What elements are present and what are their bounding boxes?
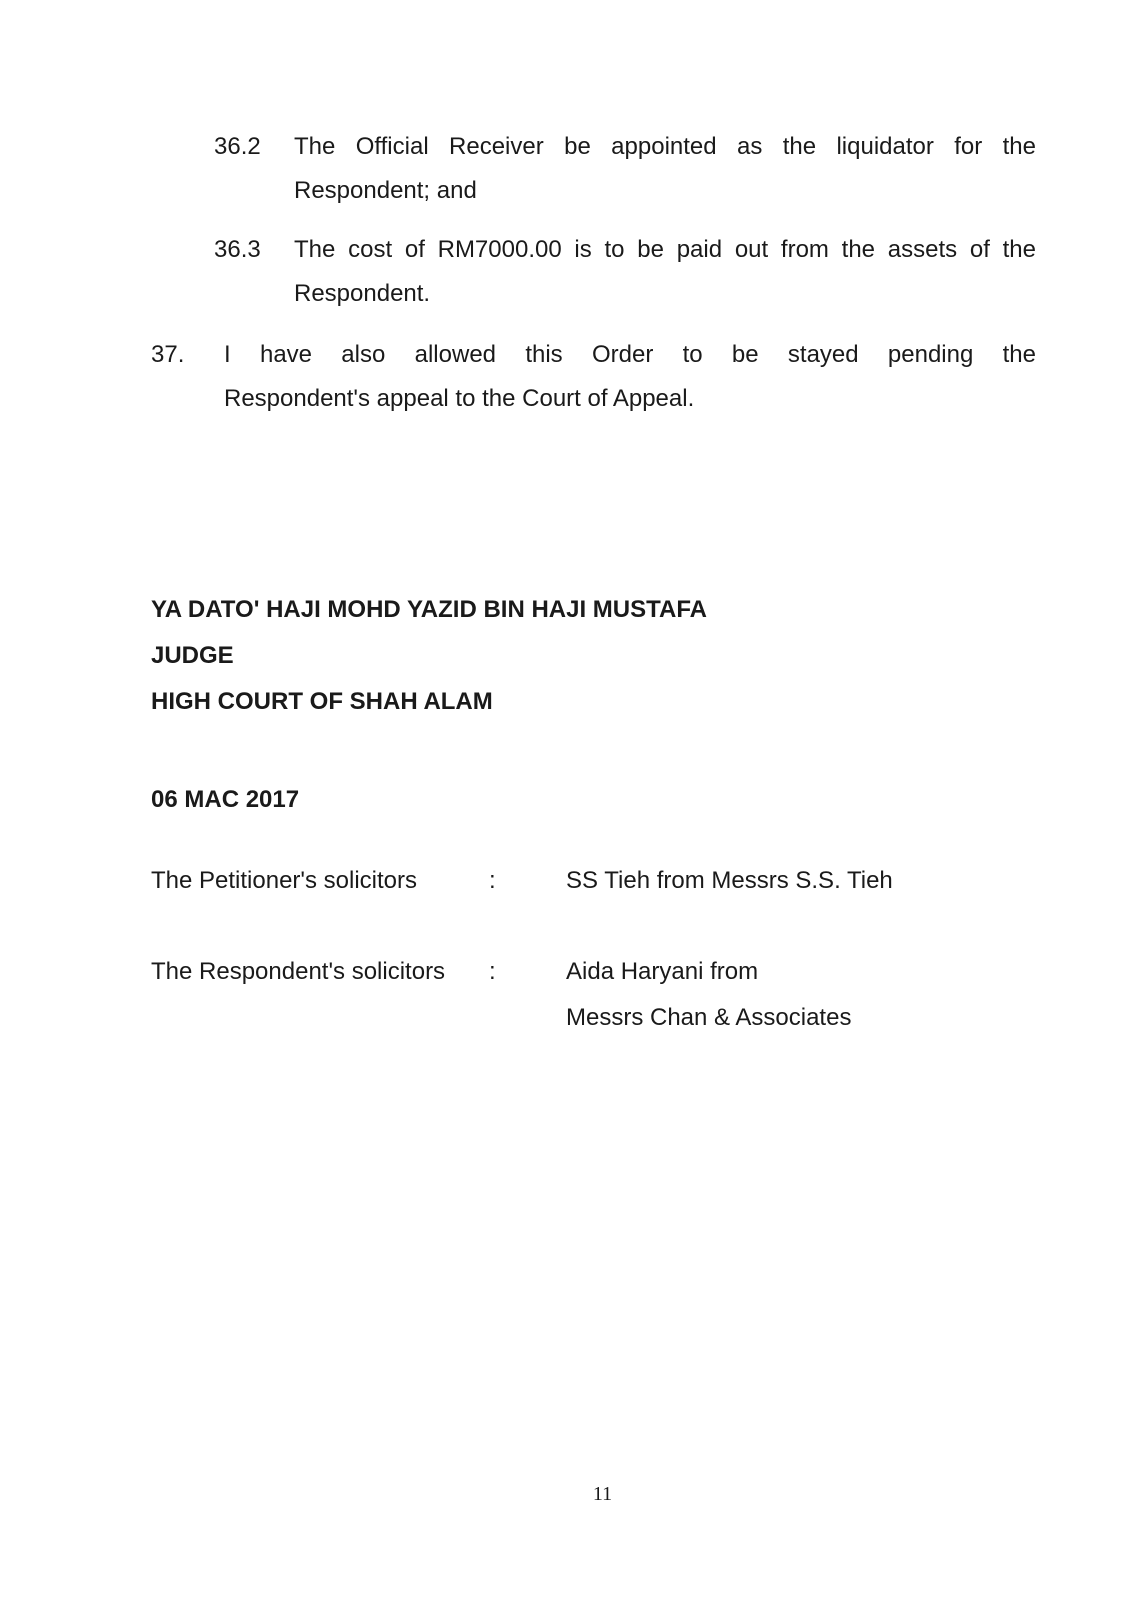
page-number: 11 <box>592 1483 613 1505</box>
counsel-value-line: Aida Haryani from <box>566 958 759 985</box>
signature-block <box>151 587 707 725</box>
counsel-label: The Petitioner's solicitors <box>151 867 418 894</box>
paragraph-line: The cost of RM7000.00 is to be paid out from the assets of the <box>294 236 1036 263</box>
paragraph-number: 36.2 <box>214 133 261 160</box>
paragraph-37 <box>151 333 1036 421</box>
paragraph-number: 37. <box>151 341 185 368</box>
paragraph-text <box>224 333 1036 421</box>
counsel-colon: : <box>489 958 496 985</box>
counsel-value-line: Messrs Chan & Associates <box>566 1004 852 1031</box>
paragraph-36-3 <box>214 228 1036 316</box>
judge-title: JUDGE <box>151 642 234 669</box>
paragraph-36-2 <box>214 125 1036 213</box>
court-name: HIGH COURT OF SHAH ALAM <box>151 688 493 715</box>
counsel-label: The Respondent's solicitors <box>151 958 446 985</box>
counsel-value <box>566 949 851 1041</box>
paragraph-text <box>294 125 1036 213</box>
paragraph-line: Respondent. <box>294 280 431 307</box>
paragraph-line: I have also allowed this Order to be stayed pending the <box>224 341 1036 368</box>
judge-name: YA DATO' HAJI MOHD YAZID BIN HAJI MUSTAFA <box>151 596 707 623</box>
paragraph-text <box>294 228 1036 316</box>
counsel-colon: : <box>489 867 496 894</box>
judgment-date: 06 MAC 2017 <box>151 786 300 813</box>
paragraph-line: Respondent's appeal to the Court of Appeal. <box>224 385 695 412</box>
paragraph-number: 36.3 <box>214 236 261 263</box>
paragraph-line: The Official Receiver be appointed as the liquidator for the <box>294 133 1036 160</box>
paragraph-line: Respondent; and <box>294 177 477 204</box>
counsel-value: SS Tieh from Messrs S.S. Tieh <box>566 867 893 894</box>
